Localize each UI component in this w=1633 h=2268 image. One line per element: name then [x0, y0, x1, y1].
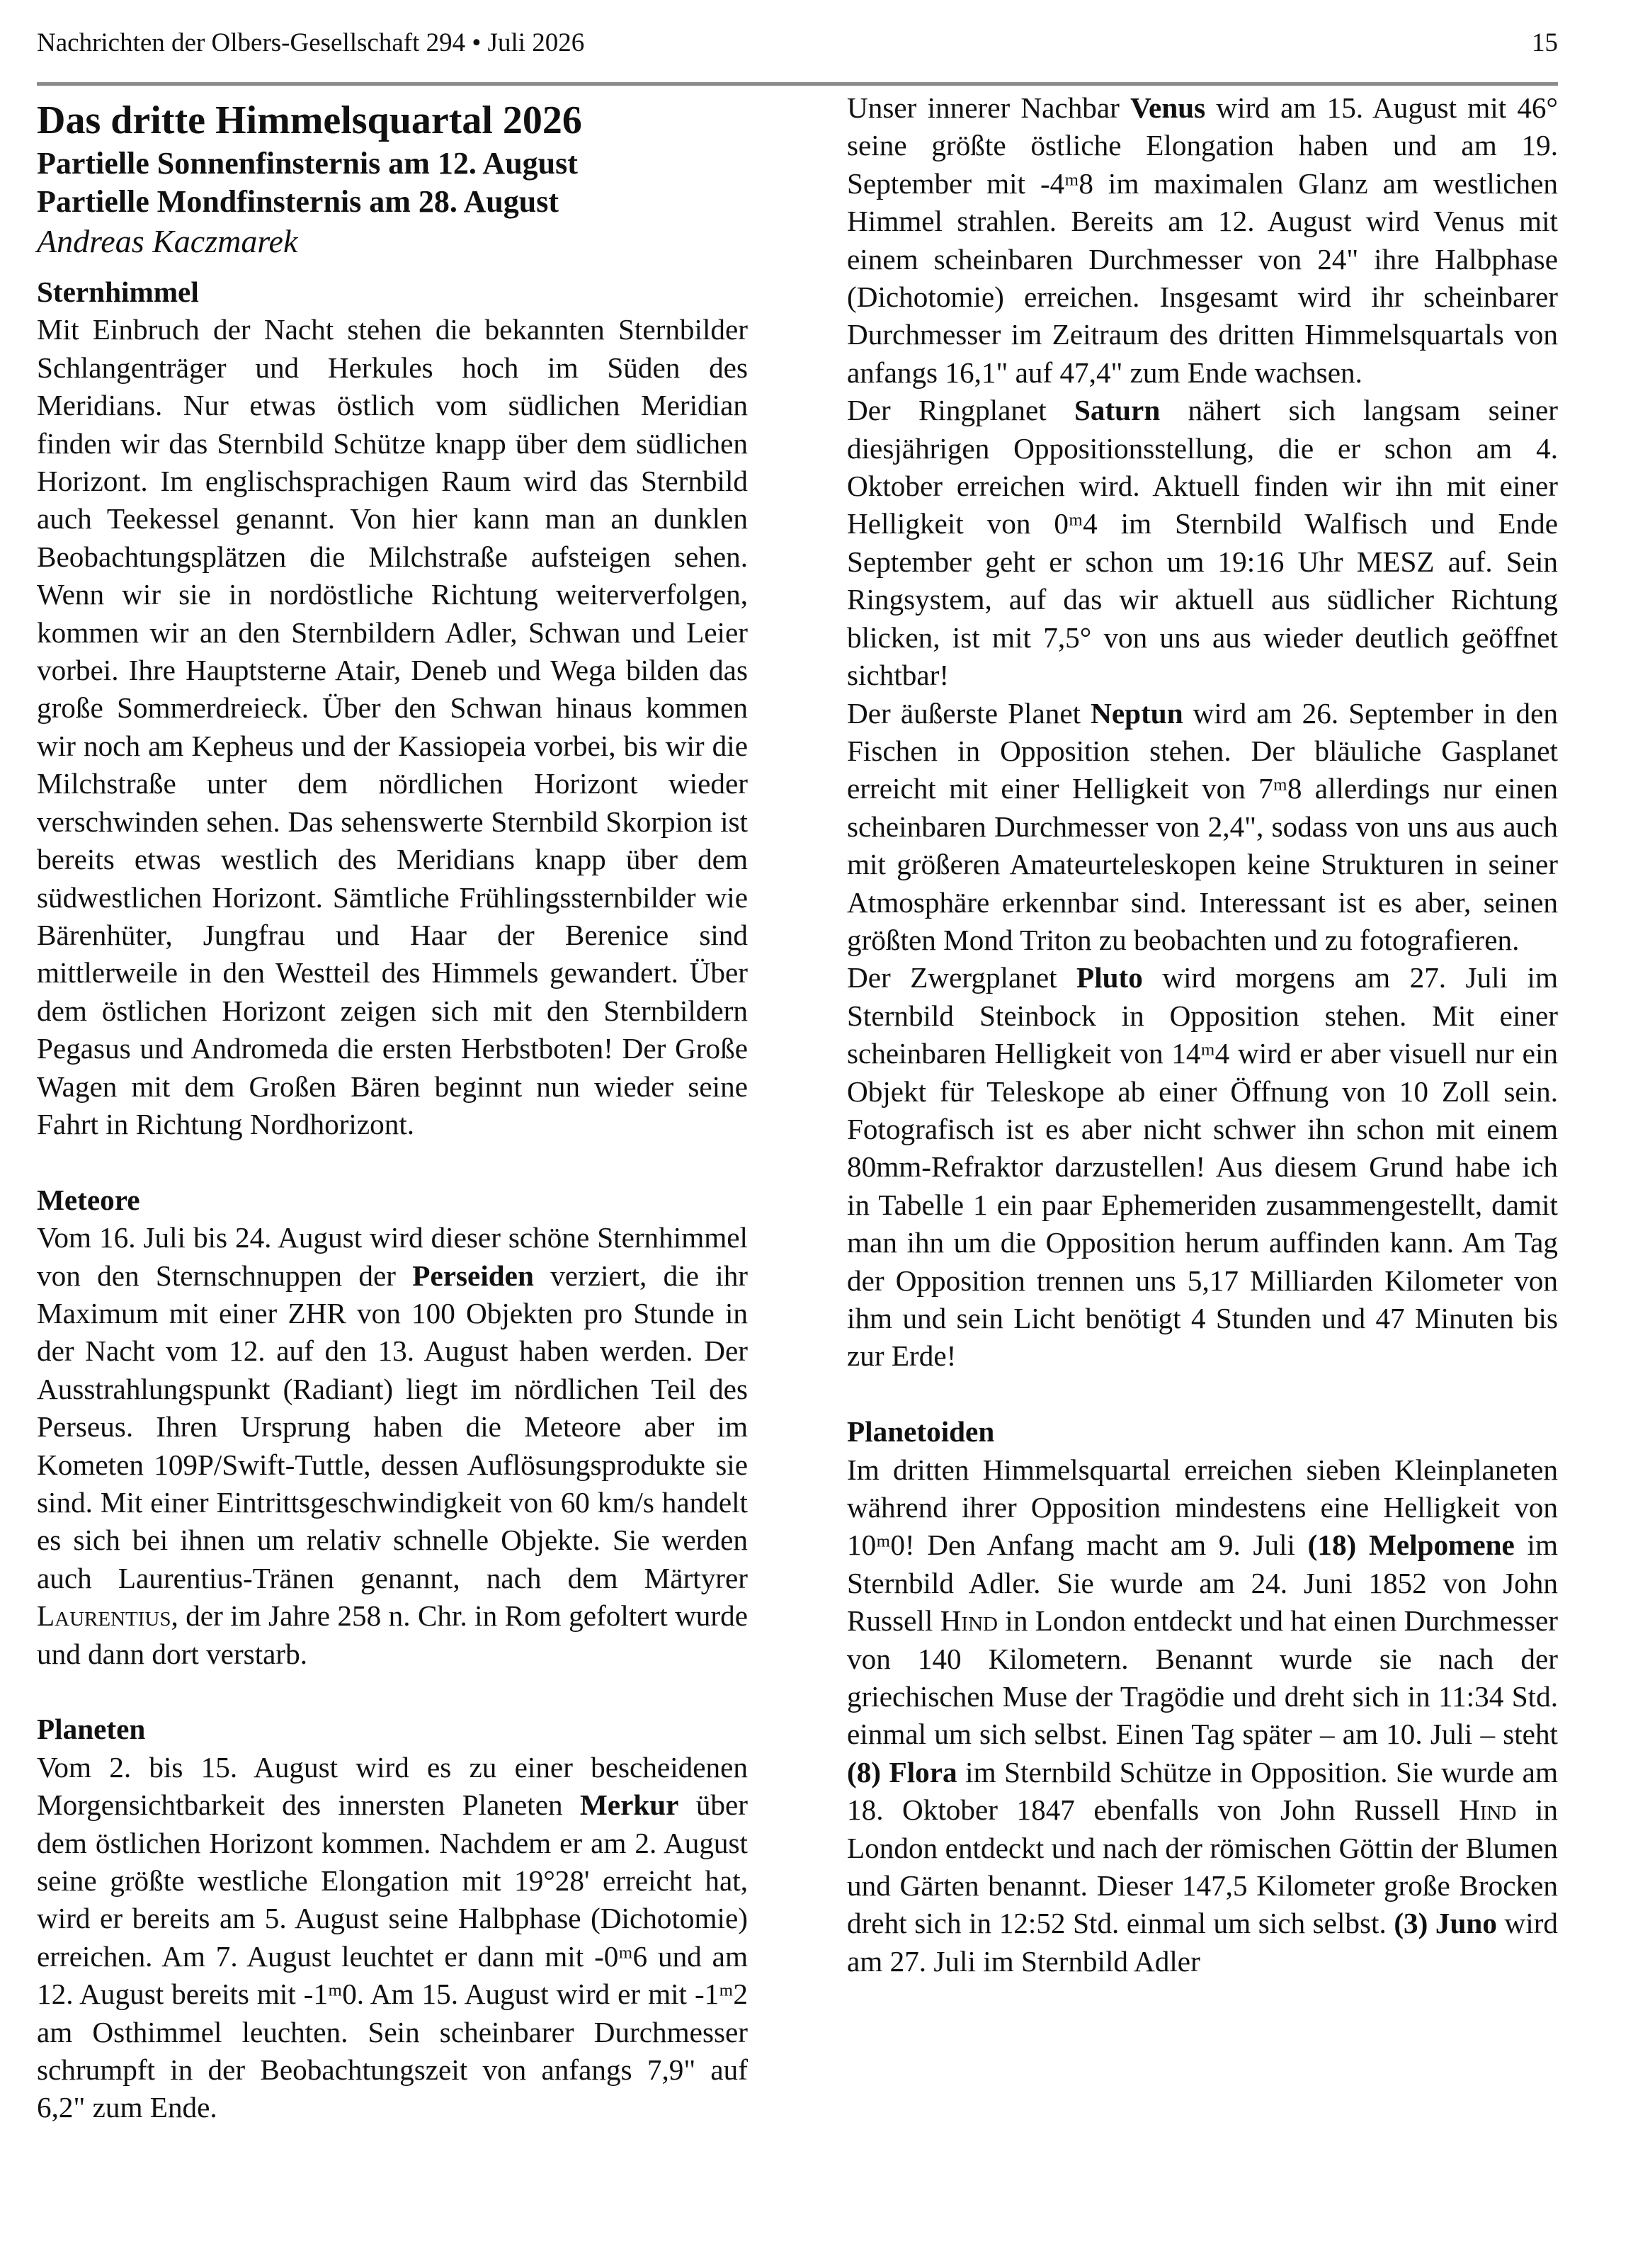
spacer: [847, 1376, 1558, 1413]
venus-name: Venus: [1130, 91, 1206, 124]
section-heading-planeten: Planeten: [37, 1713, 146, 1746]
paragraph-planetoiden: Im dritten Himmelsquartal erreichen sieben Kleinplaneten während ihrer Opposition mindestens eine Helligkeit von 10ᵐ0! Den Anfang macht am 9. Juli (18) Melpomene im Sternbild Adler. Sie wurde am 24. Juni 1852 von John Russell Hind in London entdeckt und hat einen Durchmesser von 140 Kilometern. Benannt wurde sie nach der griechischen Muse der Tragödie und dreht sich in 11:34 Std. einmal um sich selbst. Einen Tag später – am 10. Juli – steht (8) Flora im Sternbild Schütze in Opposition. Sie wurde am 18. Oktober 1847 ebenfalls von John Russell Hind in London entdeckt und nach der römischen Göttin der Blumen und Gärten benannt. Dieser 147,5 Kilometer große Brocken dreht sich in 12:52 Std. einmal um sich selbst. (3) Juno wird am 27. Juli im Sternbild Adler: [847, 1453, 1558, 1978]
section-heading-meteore: Meteore: [37, 1183, 140, 1216]
right-column: [847, 89, 1558, 1980]
article-author: Andreas Kaczmarek: [37, 223, 298, 259]
section-heading-sternhimmel: Sternhimmel: [37, 276, 199, 308]
juno-name: (3) Juno: [1394, 1907, 1497, 1940]
article-title: Das dritte Himmelsquartal 2026: [37, 98, 582, 142]
melpomene-name: (18) Melpomene: [1307, 1529, 1515, 1562]
section-heading-planetoiden: Planetoiden: [847, 1415, 995, 1448]
header-rule: [37, 82, 1558, 86]
saturn-name: Saturn: [1074, 394, 1161, 427]
paragraph-merkur: Vom 2. bis 15. August wird es zu einer bescheidenen Morgensichtbarkeit des innersten Planeten Merkur über dem östlichen Horizont kommen. Nachdem er am 2. August seine größte westliche Elongation mit 19°28' erreicht hat, wird er bereits am 5. August seine Halbphase (Dichotomie) erreichen. Am 7. August leuchtet er dann mit -0ᵐ6 und am 12. August bereits mit -1ᵐ0. Am 15. August wird er mit -1ᵐ2 am Osthimmel leuchten. Sein scheinbarer Durchmesser schrumpft in der Beobachtungszeit von anfangs 7,9" auf 6,2" zum Ende.: [37, 1750, 749, 2124]
paragraph-venus: Unser innerer Nachbar Venus wird am 15. August mit 46° seine größte östliche Elongation haben und am 19. September mit -4ᵐ8 im maximalen Glanz am westlichen Himmel strahlen. Bereits am 12. August wird Venus mit einem scheinbaren Durchmesser von 24" ihre Halbphase (Dichotomie) erreichen. Insgesamt wird ihr scheinbarer Durchmesser im Zeitraum des dritten Himmelsquartals von anfangs 16,1" auf 47,4" zum Ende wachsen.: [847, 91, 1559, 389]
spacer: [37, 1143, 748, 1181]
journal-title: Nachrichten der Olbers-Gesellschaft 294 • Juli 2026: [37, 28, 585, 57]
paragraph-pluto: Der Zwergplanet Pluto wird morgens am 27. Juli im Sternbild Steinbock in Opposition stehen. Mit einer scheinbaren Helligkeit von 14ᵐ4 wird er aber visuell nur ein Objekt für Teleskope ab einer Öffnung von 10 Zoll sein. Fotografisch ist es aber nicht schwer ihn schon mit einem 80mm-Refraktor darzustellen! Aus diesem Grund habe ich in Tabelle 1 ein paar Ephemeriden zusammengestellt, damit man ihn um die Opposition herum auffinden kann. Am Tag der Opposition trennen uns 5,17 Milliarden Kilometer von ihm und sein Licht benötigt 4 Stunden und 47 Minuten bis zur Erde!: [847, 961, 1558, 1373]
paragraph-saturn: Der Ringplanet Saturn nähert sich langsam seiner diesjährigen Oppositionsstellung, die er schon am 4. Oktober erreichen wird. Aktuell finden wir ihn mit einer Helligkeit von 0ᵐ4 im Sternbild Walfisch und Ende September geht er schon um 19:16 Uhr MESZ auf. Sein Ringsystem, auf das wir aktuell aus südlicher Richtung blicken, ist mit 7,5° von uns aus wieder deutlich geöffnet sichtbar!: [847, 394, 1559, 692]
article-subtitle-solar-eclipse: Partielle Sonnenfinsternis am 12. August: [37, 146, 578, 181]
page-header: [37, 18, 1558, 68]
article-subtitle-lunar-eclipse: Partielle Mondfinsternis am 28. August: [37, 184, 559, 219]
hind-name: Hind: [1459, 1793, 1517, 1827]
perseiden-name: Perseiden: [412, 1259, 534, 1292]
paragraph-neptun: Der äußerste Planet Neptun wird am 26. September in den Fischen in Opposition stehen. Der bläuliche Gasplanet erreicht mit einer Helligkeit von 7ᵐ8 allerdings nur einen scheinbaren Durchmesser von 2,4", sodass von uns aus auch mit größeren Amateurteleskopen keine Strukturen in seiner Atmosphäre erkennbar sind. Interessant ist es aber, seinen größten Mond Triton zu beobachten und zu fotografieren.: [847, 696, 1558, 956]
laurentius-name: Laurentius: [37, 1599, 171, 1633]
spacer: [37, 1673, 748, 1711]
neptun-name: Neptun: [1091, 696, 1183, 730]
page-number: 15: [1532, 28, 1558, 57]
flora-name: (8) Flora: [847, 1755, 957, 1788]
paragraph-meteore: Vom 16. Juli bis 24. August wird dieser schöne Sternhimmel von den Sternschnuppen der Perseiden verziert, die ihr Maximum mit einer ZHR von 100 Objekten pro Stunde in der Nacht vom 12. auf den 13. August haben werden. Der Ausstrahlungspunkt (Radiant) liegt im nördlichen Teil des Perseus. Ihren Ursprung haben die Meteore aber im Kometen 109P/Swift-Tuttle, dessen Auflösungsprodukte sie sind. Mit einer Eintrittsgeschwindigkeit von 60 km/s handelt es sich bei ihnen um relativ schnelle Objekte. Sie werden auch Laurentius-Tränen genannt, nach dem Märtyrer Laurentius, der im Jahre 258 n. Chr. in Rom gefoltert wurde und dann dort verstarb.: [37, 1221, 749, 1670]
left-column: [37, 89, 748, 2127]
pluto-name: Pluto: [1076, 961, 1143, 994]
hind-name: Hind: [940, 1604, 998, 1638]
paragraph-sternhimmel: Mit Einbruch der Nacht stehen die bekannten Sternbilder Schlangenträger und Herkules hoch im Süden des Meridians. Nur etwas östlich vom südlichen Meridian finden wir das Sternbild Schütze knapp über dem südlichen Horizont. Im englischsprachigen Raum wird das Sternbild auch Teekessel genannt. Von hier kann man an dunklen Beobachtungsplätzen die Milchstraße aufsteigen sehen. Wenn wir sie in nordöstliche Richtung weiterverfolgen, kommen wir an den Sternbildern Adler, Schwan und Leier vorbei. Ihre Hauptsterne Atair, Deneb und Wega bilden das große Sommerdreieck. Über den Schwan hinaus kommen wir noch am Kepheus und der Kassiopeia vorbei, bis wir die Milchstraße unter dem nördlichen Horizont wieder verschwinden sehen. Das sehenswerte Sternbild Skorpion ist bereits etwas westlich des Meridians knapp über dem südwestlichen Horizont. Sämtliche Frühlingssternbilder wie Bärenhüter, Jungfrau und Haar der Berenice sind mittlerweile in den Westteil des Himmels gewandert. Über dem östlichen Horizont zeigen sich mit den Sternbildern Pegasus und Andromeda die ersten Herbstboten! Der Große Wagen mit dem Großen Bären beginnt nun wieder seine Fahrt in Richtung Nordhorizont.: [37, 313, 748, 1140]
merkur-name: Merkur: [579, 1788, 679, 1822]
